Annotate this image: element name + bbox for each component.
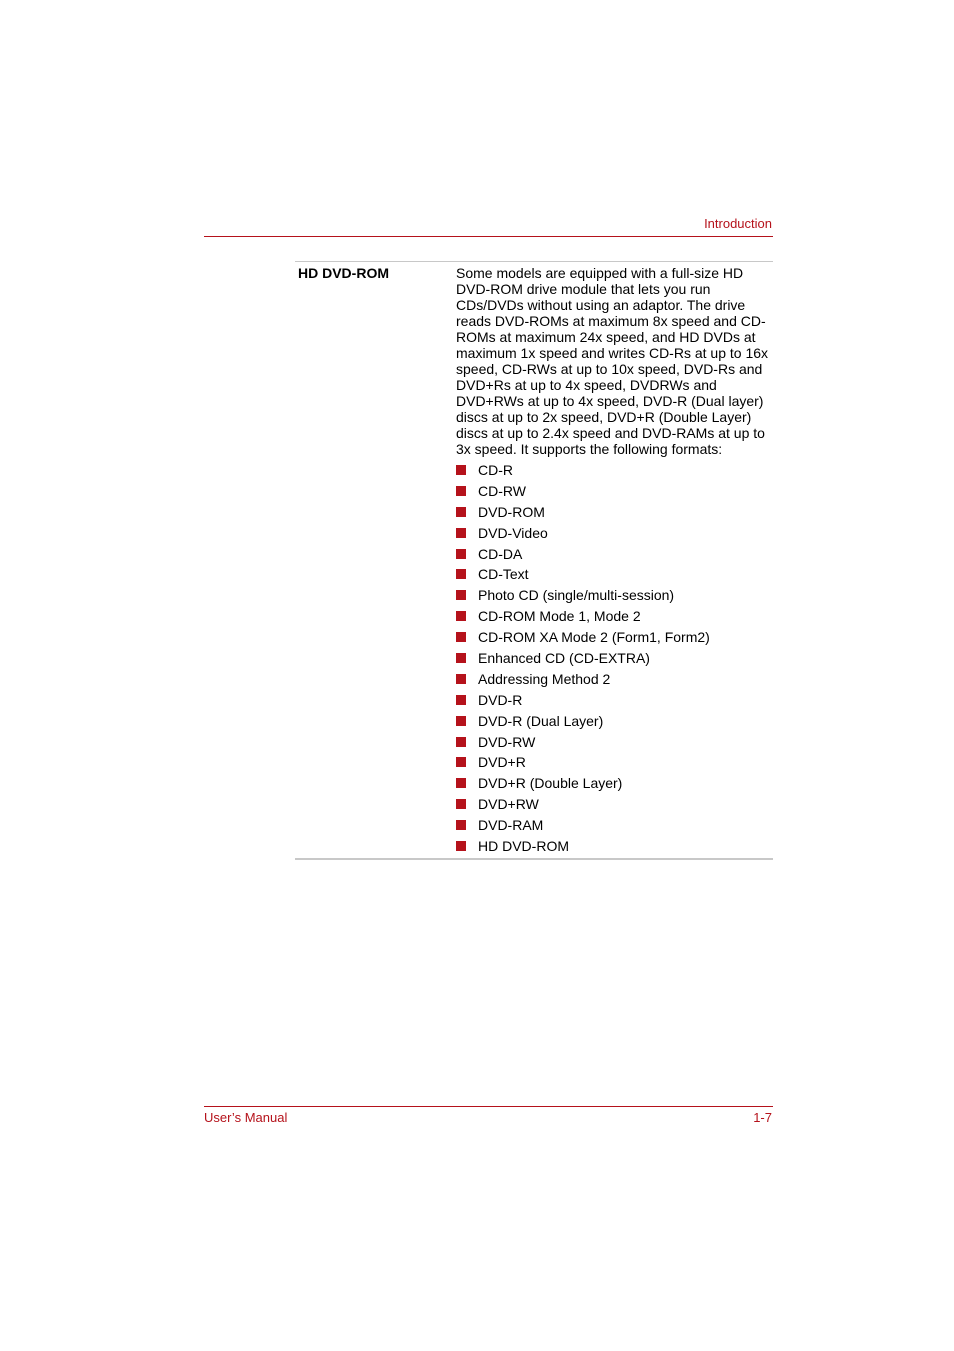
format-list-item	[456, 838, 773, 859]
format-list-item	[456, 525, 773, 546]
format-list-item	[456, 546, 773, 567]
format-list-item	[456, 650, 773, 671]
square-bullet-icon	[456, 778, 466, 788]
format-list-item	[456, 587, 773, 608]
format-list-item	[456, 796, 773, 817]
square-bullet-icon	[456, 674, 466, 684]
format-label: DVD+RW	[478, 796, 539, 813]
format-list-item	[456, 671, 773, 692]
square-bullet-icon	[456, 841, 466, 851]
format-label: CD-R	[478, 462, 513, 478]
square-bullet-icon	[456, 465, 466, 475]
format-list-item	[456, 817, 773, 838]
format-label: DVD+R (Double Layer)	[478, 775, 623, 792]
format-label: CD-RW	[478, 482, 526, 499]
format-label: DVD-ROM	[478, 503, 545, 520]
spec-term: HD DVD-ROM	[298, 265, 389, 281]
format-list-item	[456, 734, 773, 755]
format-list-item	[456, 483, 773, 504]
square-bullet-icon	[456, 611, 466, 621]
format-label: CD-DA	[478, 545, 523, 562]
format-label: DVD-R	[478, 691, 523, 708]
format-label: HD DVD-ROM	[478, 838, 569, 855]
format-list-item	[456, 504, 773, 525]
square-bullet-icon	[456, 737, 466, 747]
header-section-title: Introduction	[704, 216, 772, 231]
format-label: CD-Text	[478, 566, 529, 583]
footer-divider	[204, 1106, 773, 1107]
format-list-item	[456, 629, 773, 650]
format-label: DVD-Video	[478, 524, 548, 541]
format-list-item	[456, 608, 773, 629]
square-bullet-icon	[456, 486, 466, 496]
square-bullet-icon	[456, 716, 466, 726]
format-label: DVD-RAM	[478, 817, 544, 834]
square-bullet-icon	[456, 549, 466, 559]
spec-description: Some models are equipped with a full-size HD DVD-ROM drive module that lets you run CDs/DVDs without using an adaptor. The drive reads DVD-ROMs at maximum 8x speed and CD-ROMs at maximum 24x speed, and HD DVDs at maximum 1x speed and writes CD-Rs at up to 16x speed, CD-RWs at up to 10x speed, DVD-Rs and DVD+Rs at up to 4x speed, DVDRWs and DVD+RWs at up to 4x speed, DVD-R (Dual layer) discs at up to 2x speed, DVD+R (Double Layer) discs at up to 2.4x speed and DVD-RAMs at up to 3x speed. It supports the following formats:	[456, 265, 769, 457]
format-label: DVD+R	[478, 754, 526, 771]
format-label: CD-ROM Mode 1, Mode 2	[478, 608, 641, 625]
format-label: DVD-R (Dual Layer)	[478, 712, 604, 729]
format-label: DVD-RW	[478, 733, 536, 750]
format-list-item	[456, 566, 773, 587]
format-list-item	[456, 754, 773, 775]
format-label: Addressing Method 2	[478, 670, 611, 687]
footer-page-number: 1-7	[753, 1110, 772, 1125]
square-bullet-icon	[456, 569, 466, 579]
square-bullet-icon	[456, 799, 466, 809]
square-bullet-icon	[456, 695, 466, 705]
format-list-item	[456, 713, 773, 734]
footer-manual-title: User’s Manual	[204, 1110, 288, 1125]
square-bullet-icon	[456, 653, 466, 663]
square-bullet-icon	[456, 632, 466, 642]
format-list-item	[456, 692, 773, 713]
format-list-item	[456, 462, 773, 483]
square-bullet-icon	[456, 590, 466, 600]
square-bullet-icon	[456, 820, 466, 830]
square-bullet-icon	[456, 507, 466, 517]
spec-description-cell	[456, 265, 773, 859]
square-bullet-icon	[456, 528, 466, 538]
square-bullet-icon	[456, 757, 466, 767]
format-label: CD-ROM XA Mode 2 (Form1, Form2)	[478, 629, 710, 646]
header-divider	[204, 236, 773, 237]
format-list	[456, 462, 773, 859]
format-label: Enhanced CD (CD-EXTRA)	[478, 650, 650, 667]
spec-table	[295, 261, 773, 860]
format-list-item	[456, 775, 773, 796]
format-label: Photo CD (single/multi-session)	[478, 587, 675, 604]
